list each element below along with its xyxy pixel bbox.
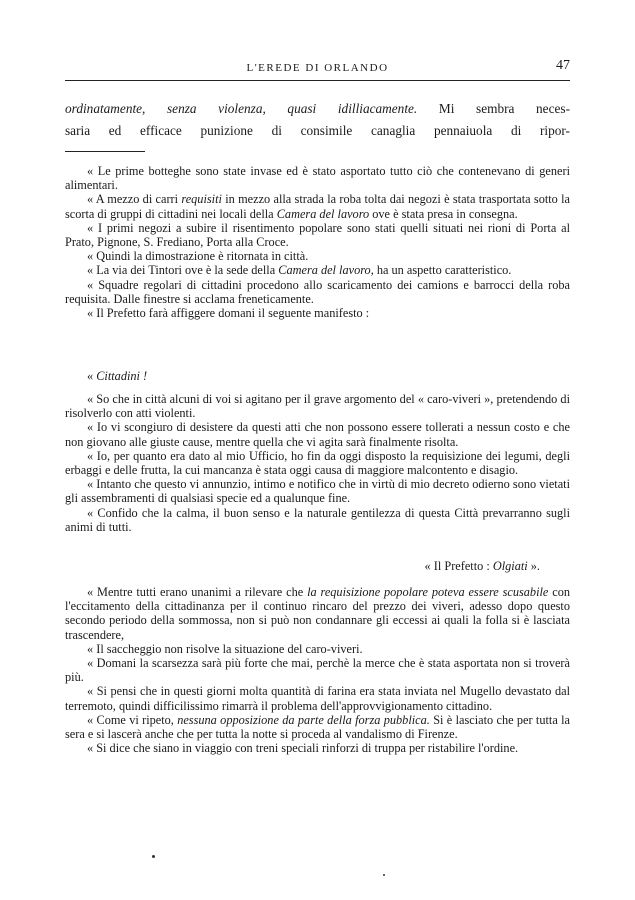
- footnote-rule: [65, 151, 145, 152]
- text-run: in mezzo alla strada la roba tolta dai negozi è stata trasportata sotto la scorta di gruppi di cittadini nei locali della: [65, 192, 571, 221]
- ink-speck: [152, 855, 155, 858]
- page-header: [65, 58, 570, 78]
- italic-phrase: nessuna opposizione da parte della forza pubblica.: [177, 712, 430, 727]
- text-run: « Il saccheggio non risolve la situazione del caro-viveri.: [87, 641, 363, 656]
- text-run: « Confido che la calma, il buon senso e la naturale gentilezza di questa Città prevarranno sugli animi di tutti.: [65, 505, 570, 534]
- italic-phrase: Camera del lavoro: [276, 206, 370, 221]
- text-run: « Si pensi che in questi giorni molta quantità di farina era stata inviata nel Mugello devastato dal terremoto, quindi difficilissimo rimarrà il problema dell'approvvigionamento cittadino.: [65, 684, 570, 713]
- text-run: « Domani la scarsezza sarà più forte che mai, perchè la merce che è stata asportata non si troverà più.: [65, 656, 570, 685]
- quote-paragraph: [65, 477, 570, 505]
- italic-phrase: requisiti: [181, 192, 222, 207]
- text-run: ha un aspetto caratteristico.: [373, 263, 512, 278]
- quote-paragraph: [65, 684, 570, 712]
- ink-speck: [383, 874, 385, 876]
- text-run: « Le prime botteghe sono state invase ed è stato asportato tutto ciò che contenevano di generi alimentari.: [65, 164, 570, 193]
- text-run: « Il Prefetto farà affiggere domani il seguente manifesto :: [87, 306, 370, 321]
- main-text-line-1: [65, 98, 570, 120]
- text-run: ove è stata presa in consegna.: [369, 206, 518, 221]
- quoted-block-1: [65, 164, 570, 320]
- quoted-block-4: [65, 585, 570, 755]
- quote-paragraph: [65, 369, 570, 383]
- text-run: con l'eccitamento della cittadinanza per il continuo rincaro del prezzo dei viveri, adesso dopo questo secondo periodo della sommossa, non si può non condannare gli eccessi ai quali la folla si è lasciata trascendere,: [65, 585, 570, 642]
- quote-paragraph: [65, 392, 570, 420]
- text-run: « Quindi la dimostrazione è ritornata in città.: [87, 249, 309, 264]
- quote-paragraph: [65, 164, 570, 192]
- text-run: « Si dice che siano in viaggio con treni speciali rinforzi di truppa per ristabilire l'ordine.: [87, 741, 519, 756]
- quote-paragraph: [65, 263, 570, 277]
- italic-phrase: la requisizione popolare poteva essere scusabile: [307, 585, 549, 599]
- text-run: « Mentre tutti erano unanimi a rilevare che: [87, 585, 308, 599]
- quote-paragraph: [65, 713, 570, 741]
- quote-paragraph: [65, 306, 570, 320]
- line-rest: Mi sembra neces-: [417, 101, 570, 116]
- text-run: ».: [527, 559, 540, 573]
- text-run: « Io vi scongiuro di desistere da questi atti che non possono essere tollerati a nessun costo e che non giovano alle giuste cause, mentre quella che vi agita sarà finalmente risolta.: [65, 420, 570, 449]
- text-run: Si è lasciato che per tutta la sera e si lascerà anche che per tutta la notte si proceda al vandalismo di Firenze.: [65, 712, 570, 742]
- text-run: « Il Prefetto :: [424, 559, 493, 573]
- header-rule: [65, 80, 570, 81]
- quote-paragraph: [65, 642, 570, 656]
- quote-paragraph: [65, 420, 570, 448]
- quote-paragraph: [65, 656, 570, 684]
- text-run: « A mezzo di carri: [87, 192, 182, 207]
- signature-block: [65, 559, 570, 573]
- quote-paragraph: [65, 585, 570, 642]
- quote-paragraph: [65, 221, 570, 249]
- text-run: « La via dei Tintori ove è la sede della: [87, 263, 279, 278]
- quote-paragraph: [65, 506, 570, 534]
- signature-line: [65, 559, 540, 573]
- quoted-block-2: [65, 369, 570, 383]
- main-text: [65, 98, 570, 142]
- page-number: 47: [556, 58, 570, 73]
- italic-phrase: ordinatamente, senza violenza, quasi idilliacamente.: [65, 101, 418, 116]
- quoted-block-3: [65, 392, 570, 534]
- quote-paragraph: [65, 192, 570, 220]
- text-run: « Squadre regolari di cittadini procedono allo scaricamento dei camions e barrocci della roba requisita. Dalle finestre si acclama freneticamente.: [65, 277, 570, 306]
- italic-phrase: Cittadini !: [96, 369, 148, 383]
- italic-phrase: Olgiati: [492, 559, 528, 573]
- quote-paragraph: [65, 449, 570, 477]
- quote-paragraph: [65, 741, 570, 755]
- italic-phrase: Camera del lavoro,: [278, 263, 374, 278]
- text-run: « I primi negozi a subire il risentimento popolare sono stati quelli situati nei rioni di Porta al Prato, Pignone, S. Frediano, Porta alla Croce.: [65, 220, 570, 250]
- main-text-line-2: saria ed efficace punizione di consimile canaglia pennaiuola di ripor-: [65, 123, 570, 138]
- text-run: « Intanto che questo vi annunzio, intimo e notifico che in virtù di mio decreto odierno sono vietati gli assembramenti di qualsiasi specie ed a qualunque fine.: [65, 477, 570, 506]
- running-title: L'EREDE DI ORLANDO: [246, 62, 389, 74]
- text-run: «: [87, 369, 97, 383]
- quote-paragraph: [65, 278, 570, 306]
- text-run: « So che in città alcuni di voi si agitano per il grave argomento del « caro-viveri », pretendendo di risolverlo con atti violenti.: [65, 392, 570, 421]
- text-run: « Come vi ripeto,: [87, 712, 178, 727]
- quote-paragraph: [65, 249, 570, 263]
- text-run: « Io, per quanto era dato al mio Ufficio, ho fin da oggi disposto la requisizione dei legumi, degli erbaggi e delle frutta, la cui mancanza è stata oggi causa di maggiore malcontento e disagio.: [65, 448, 570, 478]
